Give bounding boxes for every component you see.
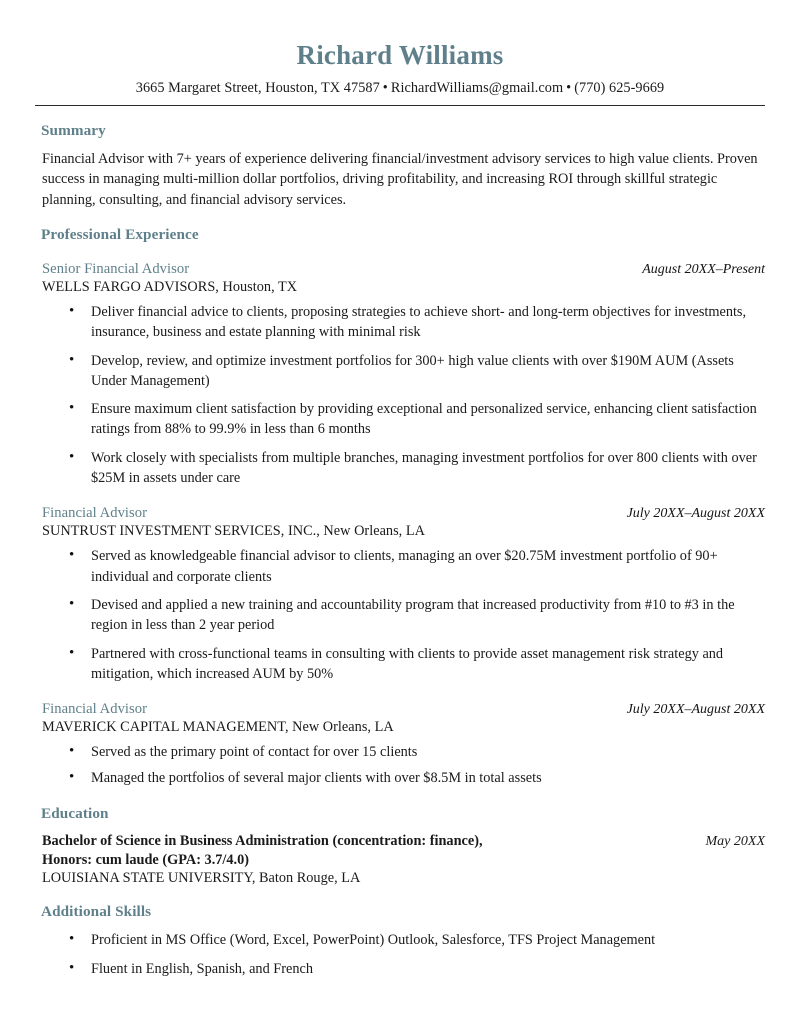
job-date: July 20XX–August 20XX — [626, 702, 765, 718]
skills-bullet-list — [35, 930, 765, 979]
job-bullet: • Ensure maximum client satisfaction by providing exceptional and personalized service, enhancing client satisfaction ratings from 88% to 99.9% in less than 6 months — [35, 399, 765, 440]
job-bullet-list — [35, 546, 765, 684]
job-title: Financial Advisor — [42, 505, 148, 522]
education-school: LOUISIANA STATE UNIVERSITY, Baton Rouge, LA — [42, 870, 361, 887]
job-company: SUNTRUST INVESTMENT SERVICES, INC., New Orleans, LA — [42, 523, 425, 540]
contact-line — [35, 80, 765, 97]
section-summary — [35, 122, 765, 210]
skill-item: • Proficient in MS Office (Word, Excel, PowerPoint) Outlook, Salesforce, TFS Project Management — [35, 930, 765, 950]
resume-header — [35, 40, 765, 106]
job-bullet: • Partnered with cross-functional teams in consulting with clients to provide asset management risk strategy and mitigation, which increased AUM by 50% — [35, 644, 765, 685]
education-date: May 20XX — [705, 833, 765, 849]
job-company: WELLS FARGO ADVISORS, Houston, TX — [42, 278, 298, 295]
job-company: MAVERICK CAPITAL MANAGEMENT, New Orleans, LA — [42, 719, 394, 736]
contact-email[interactable]: RichardWilliams@gmail.com — [390, 80, 564, 97]
experience-entry — [35, 261, 765, 488]
education-degree — [42, 832, 483, 870]
contact-separator-2: • — [566, 80, 572, 97]
experience-entry-header — [42, 261, 765, 278]
education-degree-line-1: Bachelor of Science in Business Administration (concentration: finance), — [42, 832, 483, 849]
education-entry-header — [42, 832, 765, 870]
job-bullet: • Served as the primary point of contact for over 15 clients — [35, 742, 765, 762]
job-bullet: • Served as knowledgeable financial advisor to clients, managing an over $20.75M investment portfolio of 90+ individual and corporate clients — [35, 546, 765, 587]
job-bullet: • Deliver financial advice to clients, proposing strategies to achieve short- and long-term objectives for investments, insurance, business and estate planning with minimal risk — [35, 302, 765, 343]
job-bullet: • Devised and applied a new training and accountability program that increased productivity from #10 to #3 in the region in less than 2 year period — [35, 595, 765, 636]
contact-address: 3665 Margaret Street, Houston, TX 47587 — [135, 80, 380, 97]
job-bullet: • Develop, review, and optimize investment portfolios for 300+ high value clients with over $190M AUM (Assets Under Management) — [35, 351, 765, 392]
header-divider — [35, 105, 765, 106]
section-title-education: Education — [41, 804, 109, 822]
section-skills — [35, 903, 765, 979]
skill-item: • Fluent in English, Spanish, and French — [35, 959, 765, 979]
job-bullet-list — [35, 742, 765, 789]
section-education — [35, 805, 765, 888]
experience-entry-header — [42, 505, 765, 522]
experience-entry-header — [42, 701, 765, 718]
education-degree-line-2: Honors: cum laude (GPA: 3.7/4.0) — [42, 851, 250, 868]
section-experience — [35, 226, 765, 789]
contact-separator-1: • — [382, 80, 388, 97]
job-bullet: • Work closely with specialists from multiple branches, managing investment portfolios for over 800 clients with over $25M in assets under care — [35, 448, 765, 489]
section-title-experience: Professional Experience — [41, 225, 199, 243]
job-date: August 20XX–Present — [642, 261, 765, 277]
job-title: Financial Advisor — [42, 701, 148, 718]
job-bullet: • Managed the portfolios of several major clients with over $8.5M in total assets — [35, 768, 765, 788]
section-title-summary: Summary — [41, 122, 106, 140]
experience-entry — [35, 505, 765, 684]
job-date: July 20XX–August 20XX — [626, 506, 765, 522]
candidate-name: Richard Williams — [296, 40, 504, 70]
summary-text: Financial Advisor with 7+ years of experience delivering financial/investment advisory services to high value clients. Proven success in managing multi-million dollar portfolios, driving profitability, and increasing ROI through skillful strategic planning, consulting, and financial advisory services. — [42, 151, 758, 208]
job-title: Senior Financial Advisor — [42, 260, 190, 277]
job-bullet-list — [35, 302, 765, 488]
experience-entry — [35, 701, 765, 789]
contact-phone: (770) 625-9669 — [574, 80, 665, 97]
section-title-skills: Additional Skills — [41, 903, 152, 921]
